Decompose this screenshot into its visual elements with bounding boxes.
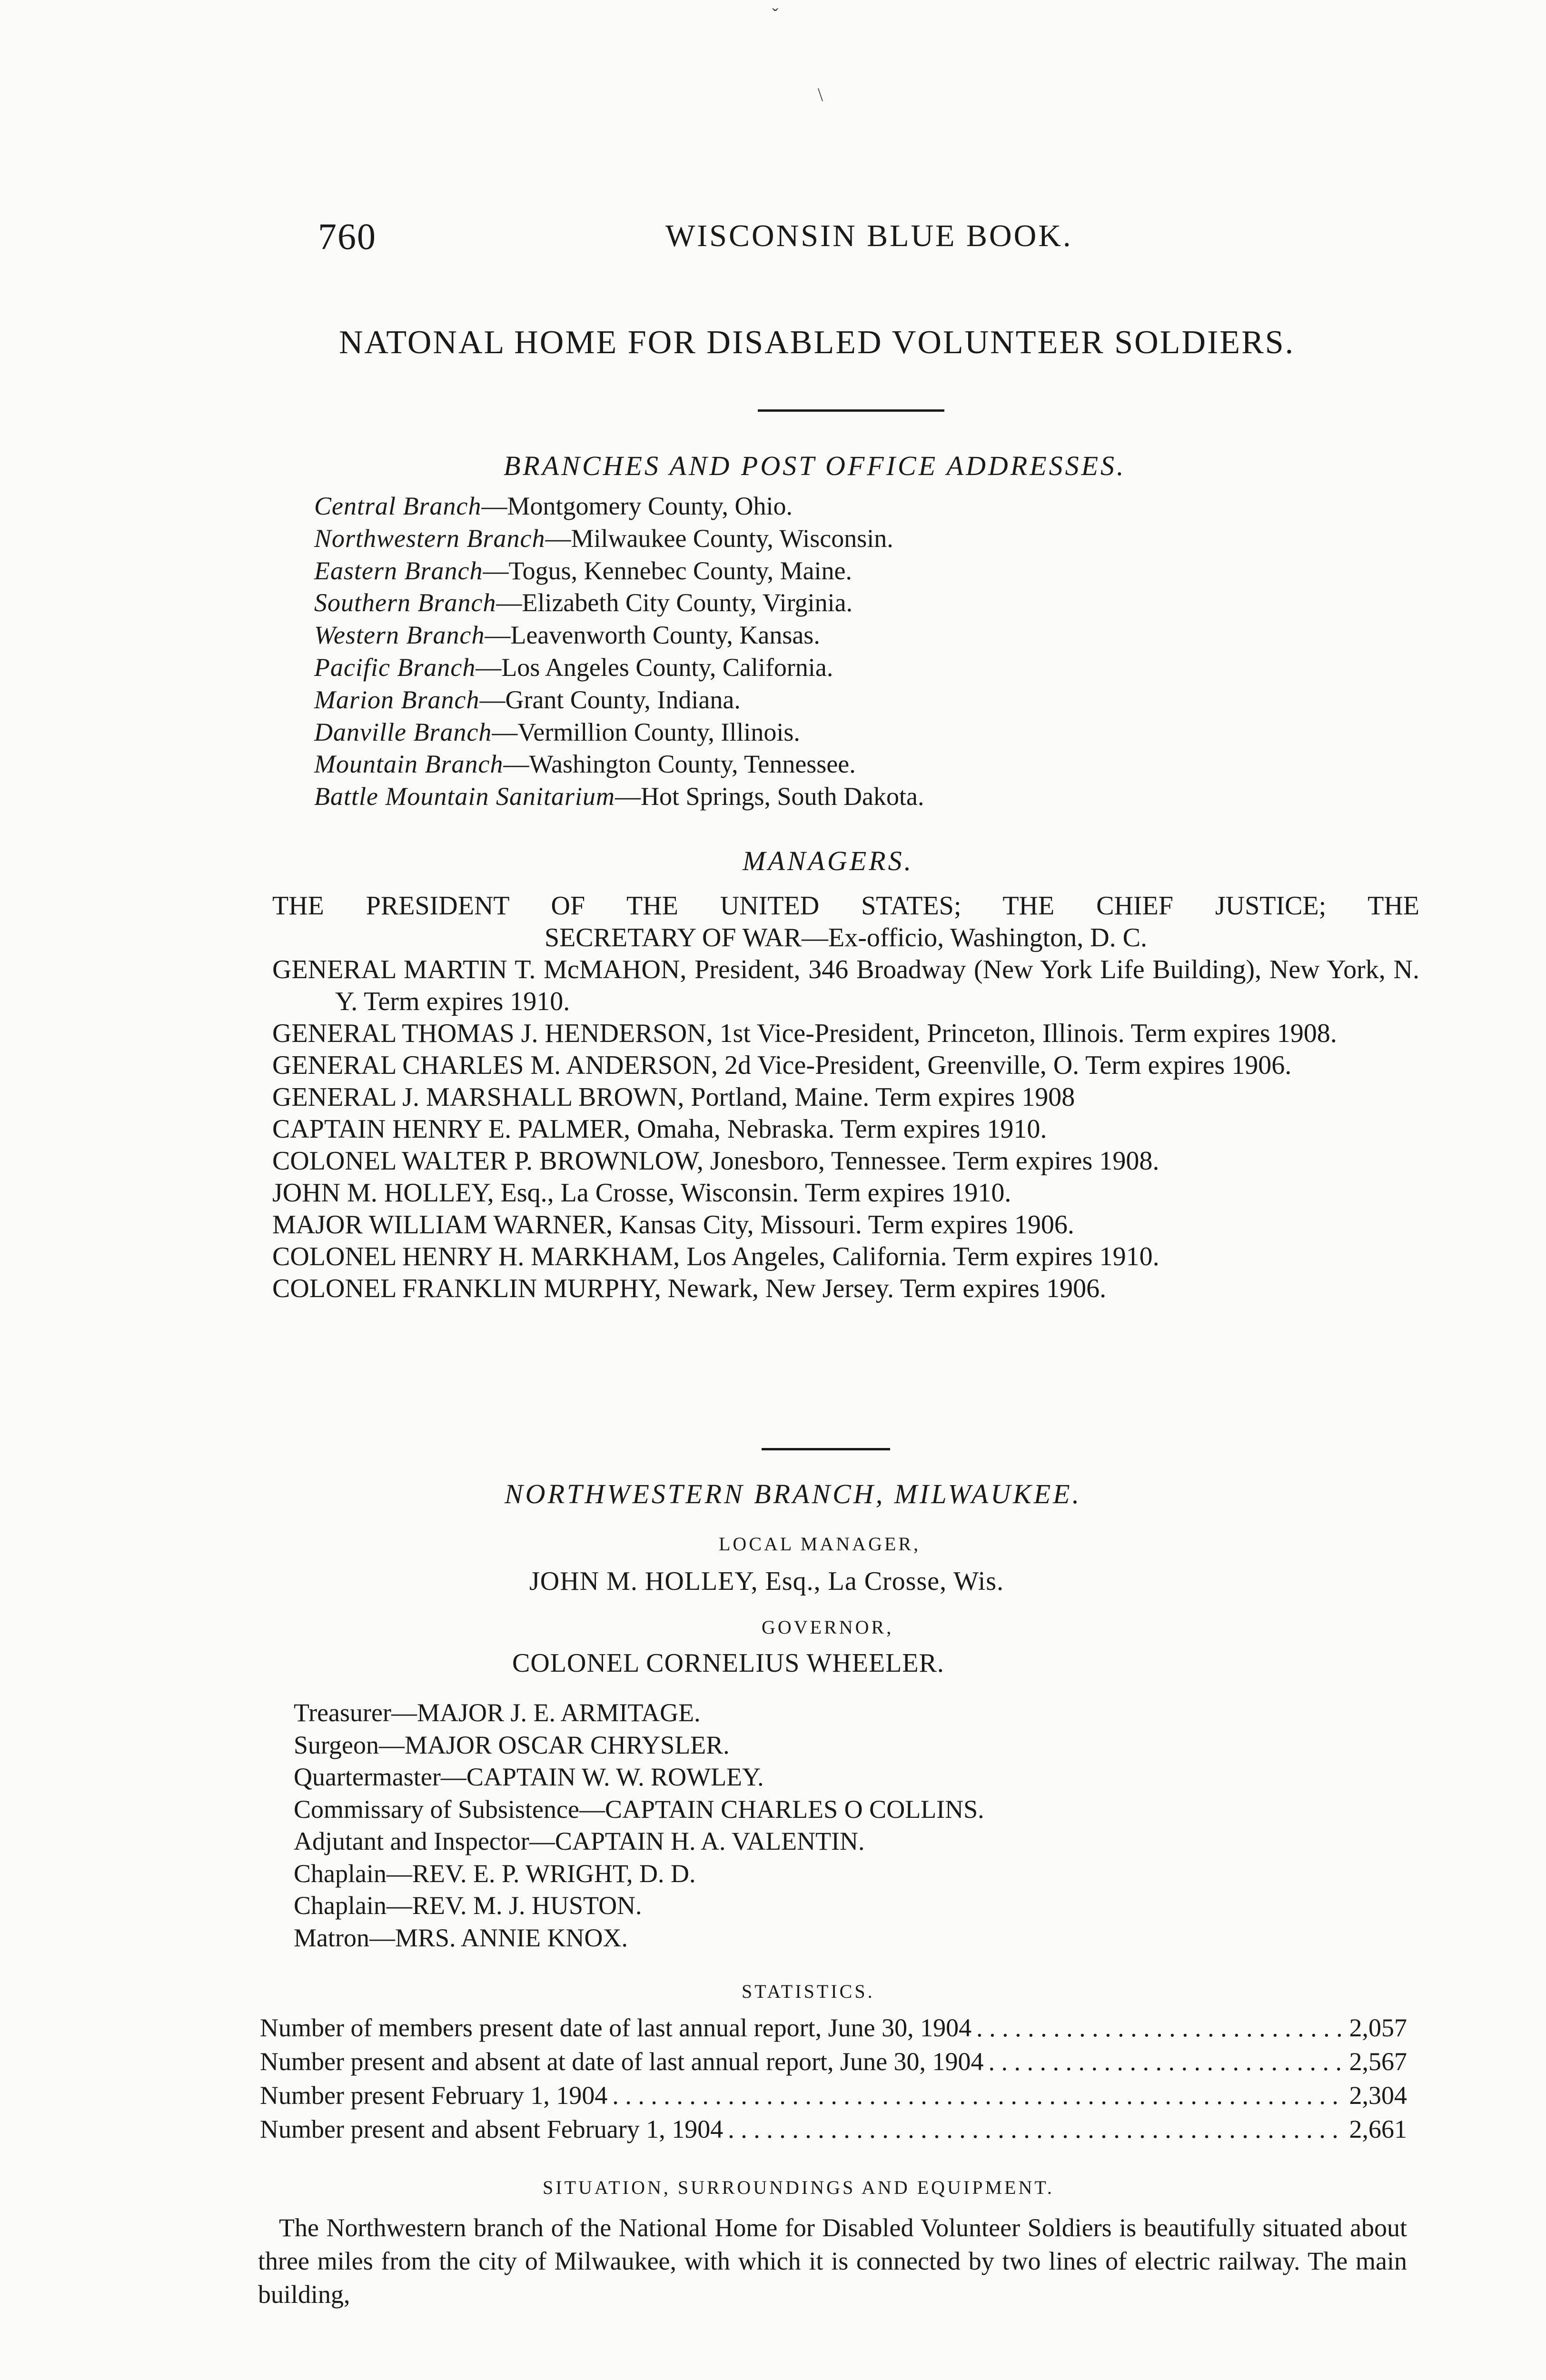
stray-mark: \ <box>818 84 823 105</box>
list-item: Commissary of Subsistence—CAPTAIN CHARLES O COLLINS. <box>294 1795 984 1824</box>
list-item <box>314 555 924 587</box>
branch-name: Danville Branch <box>314 717 492 746</box>
branch-name: Pacific Branch <box>314 653 476 682</box>
managers-list <box>272 890 1419 1305</box>
officer-list <box>294 1697 984 1954</box>
situation-heading: SITUATION, SURROUNDINGS AND EQUIPMENT. <box>543 2177 1054 2198</box>
list-item <box>314 716 924 749</box>
stat-label: Number present February 1, 1904 <box>260 2081 608 2110</box>
table-row <box>260 2011 1407 2045</box>
statistics-heading: STATISTICS. <box>742 1981 875 2002</box>
branch-address: —Hot Springs, South Dakota. <box>614 782 924 811</box>
leader-dots <box>728 2112 1344 2146</box>
running-title: WISCONSIN BLUE BOOK. <box>665 218 1073 253</box>
list-item: Chaplain—REV. E. P. WRIGHT, D. D. <box>294 1859 696 1888</box>
list-item <box>314 781 924 813</box>
governor-label: GOVERNOR, <box>762 1616 894 1638</box>
branch-address: —Elizabeth City County, Virginia. <box>496 588 853 617</box>
branch-name: Eastern Branch <box>314 556 483 585</box>
manager-entry: GENERAL MARTIN T. McMAHON, President, 346 Broadway (New York Life Building), New York, N. Y. Term expires 1910. <box>272 955 1419 1016</box>
list-item <box>314 490 924 523</box>
governor-name: COLONEL CORNELIUS WHEELER. <box>512 1648 944 1678</box>
list-item: Adjutant and Inspector—CAPTAIN H. A. VALENTIN. <box>294 1827 865 1855</box>
managers-heading: MANAGERS. <box>743 845 914 876</box>
page-title: NATONAL HOME FOR DISABLED VOLUNTEER SOLDIERS. <box>339 324 1295 361</box>
table-row <box>260 2112 1407 2146</box>
manager-entry: JOHN M. HOLLEY, Esq., La Crosse, Wisconsin. Term expires 1910. <box>272 1178 1011 1208</box>
list-item <box>314 748 924 781</box>
branch-name: Central Branch <box>314 492 482 520</box>
divider <box>758 409 944 412</box>
leader-dots <box>976 2011 1344 2045</box>
table-row <box>260 2045 1407 2079</box>
stat-value: 2,661 <box>1349 2115 1407 2143</box>
ex-officio-line: THE PRESIDENT OF THE UNITED STATES; THE CHIEF JUSTICE; THE <box>272 891 1419 921</box>
branch-address: —Leavenworth County, Kansas. <box>485 621 820 650</box>
branch-name: Western Branch <box>314 621 485 650</box>
list-item: Treasurer—MAJOR J. E. ARMITAGE. <box>294 1698 701 1727</box>
list-item: Surgeon—MAJOR OSCAR CHRYSLER. <box>294 1730 730 1759</box>
branch-address: —Los Angeles County, California. <box>476 653 833 682</box>
branch-address: —Togus, Kennebec County, Maine. <box>483 556 852 585</box>
list-item: Quartermaster—CAPTAIN W. W. ROWLEY. <box>294 1763 764 1791</box>
stray-mark: ˇ <box>772 4 779 26</box>
manager-entry: GENERAL CHARLES M. ANDERSON, 2d Vice-President, Greenville, O. Term expires 1906. <box>272 1051 1292 1080</box>
northwestern-heading: NORTHWESTERN BRANCH, MILWAUKEE. <box>505 1478 1082 1509</box>
table-row <box>260 2079 1407 2112</box>
manager-entry: GENERAL J. MARSHALL BROWN, Portland, Maine. Term expires 1908 <box>272 1082 1075 1112</box>
ex-officio-line: SECRETARY OF WAR—Ex-officio, Washington, D. C. <box>544 923 1148 952</box>
manager-entry: COLONEL FRANKLIN MURPHY, Newark, New Jersey. Term expires 1906. <box>272 1274 1107 1303</box>
manager-entry: MAJOR WILLIAM WARNER, Kansas City, Missouri. Term expires 1906. <box>272 1210 1074 1240</box>
branch-name: Battle Mountain Sanitarium <box>314 782 615 811</box>
list-item: Chaplain—REV. M. J. HUSTON. <box>294 1891 642 1920</box>
branch-address: —Vermillion County, Illinois. <box>492 717 800 746</box>
branch-address: —Washington County, Tennessee. <box>503 750 856 779</box>
local-manager-name: JOHN M. HOLLEY, Esq., La Crosse, Wis. <box>529 1567 1004 1596</box>
branch-name: Marion Branch <box>314 685 480 714</box>
statistics-table <box>260 2011 1407 2146</box>
manager-entry: COLONEL HENRY H. MARKHAM, Los Angeles, California. Term expires 1910. <box>272 1242 1160 1271</box>
manager-entry: COLONEL WALTER P. BROWNLOW, Jonesboro, Tennessee. Term expires 1908. <box>272 1146 1160 1176</box>
leader-dots <box>612 2079 1344 2112</box>
stat-label: Number present and absent at date of last annual report, June 30, 1904 <box>260 2047 984 2076</box>
stat-value: 2,304 <box>1349 2081 1407 2110</box>
list-item: Matron—MRS. ANNIE KNOX. <box>294 1923 628 1952</box>
branch-address: —Milwaukee County, Wisconsin. <box>545 524 893 553</box>
list-item <box>314 587 924 619</box>
list-item <box>314 652 924 684</box>
list-item <box>314 619 924 652</box>
page-number: 760 <box>318 216 377 257</box>
branch-name: Mountain Branch <box>314 750 504 779</box>
manager-entry: GENERAL THOMAS J. HENDERSON, 1st Vice-President, Princeton, Illinois. Term expires 1908. <box>272 1019 1337 1048</box>
list-item <box>314 684 924 716</box>
list-item <box>314 523 924 555</box>
branch-address: —Grant County, Indiana. <box>479 685 741 714</box>
stat-value: 2,567 <box>1349 2047 1407 2076</box>
branches-heading: BRANCHES AND POST OFFICE ADDRESSES. <box>504 450 1126 481</box>
stat-value: 2,057 <box>1349 2013 1407 2042</box>
divider <box>762 1448 890 1450</box>
local-manager-label: LOCAL MANAGER, <box>719 1533 921 1555</box>
situation-paragraph: The Northwestern branch of the National Home for Disabled Volunteer Soldiers is beautifully situated about three miles from the city of Milwaukee, with which it is connected by two lines of electric railway. The main building, <box>258 2213 1407 2309</box>
stat-label: Number of members present date of last annual report, June 30, 1904 <box>260 2013 972 2042</box>
stat-label: Number present and absent February 1, 1904 <box>260 2115 723 2143</box>
branch-list <box>314 490 924 813</box>
leader-dots <box>989 2045 1345 2079</box>
branch-name: Southern Branch <box>314 588 496 617</box>
branch-name: Northwestern Branch <box>314 524 545 553</box>
manager-entry: CAPTAIN HENRY E. PALMER, Omaha, Nebraska. Term expires 1910. <box>272 1114 1047 1144</box>
branch-address: —Montgomery County, Ohio. <box>481 492 793 520</box>
